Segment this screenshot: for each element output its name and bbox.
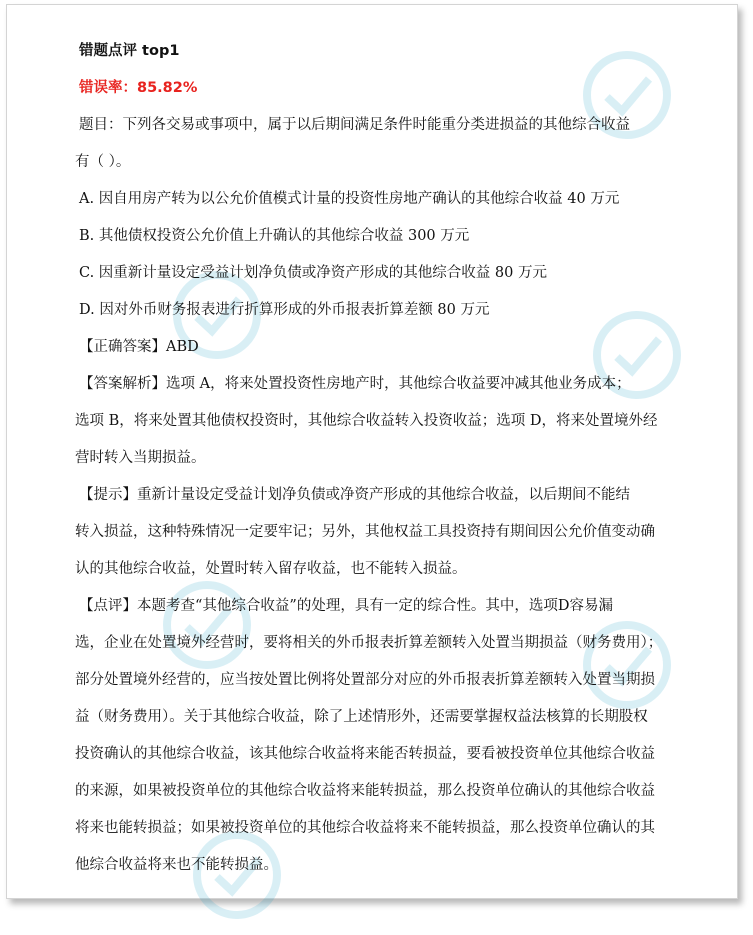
question-line-1: 题目：下列各交易或事项中，属于以后期间满足条件时能重分类进损益的其他综合收益: [79, 117, 630, 133]
comment-line-5: 投资确认的其他综合收益，该其他综合收益将来能否转损益，要看被投资单位其他综合收益: [75, 746, 655, 762]
option-c: C. 因重新计量设定受益计划净负债或净资产形成的其他综合收益 80 万元: [79, 265, 547, 281]
document-content: [75, 33, 719, 884]
comment-line-1: 【点评】本题考查“其他综合收益”的处理，具有一定的综合性。其中，选项D容易漏: [79, 598, 613, 614]
comment-line-6: 的来源，如果被投资单位的其他综合收益将来能转损益，那么投资单位确认的其他综合收益: [75, 783, 655, 799]
correct-answer: 【正确答案】ABD: [79, 339, 199, 355]
analysis-line-3: 营时转入当期损益。: [75, 450, 206, 466]
comment-line-3: 部分处置境外经营的，应当按处置比例将处置部分对应的外币报表折算差额转入处置当期损: [75, 672, 655, 688]
analysis-line-2: 选项 B，将来处置其他债权投资时，其他综合收益转入投资收益；选项 D，将来处置境外经: [75, 413, 658, 429]
option-b: B. 其他债权投资公允价值上升确认的其他综合收益 300 万元: [79, 228, 470, 244]
tip-line-2: 转入损益，这种特殊情况一定要牢记；另外，其他权益工具投资持有期间因公允价值变动确: [75, 524, 655, 540]
option-a: A. 因自用房产转为以公允价值模式计量的投资性房地产确认的其他综合收益 40 万元: [79, 191, 620, 207]
error-rate: 错误率：85.82%: [79, 80, 198, 96]
comment-line-8: 他综合收益将来也不能转损益。: [75, 857, 278, 873]
document-page: [6, 4, 738, 899]
analysis-line-1: 【答案解析】选项 A，将来处置投资性房地产时，其他综合收益要冲减其他业务成本；: [79, 376, 631, 392]
page-title: 错题点评 top1: [79, 43, 180, 59]
comment-line-2: 选，企业在处置境外经营时，要将相关的外币报表折算差额转入处置当期损益（财务费用）；: [75, 635, 663, 651]
question-line-2: 有（ ）。: [75, 154, 131, 170]
comment-line-7: 将来也能转损益；如果被投资单位的其他综合收益将来不能转损益，那么投资单位确认的其: [75, 820, 655, 836]
tip-line-1: 【提示】重新计量设定受益计划净负债或净资产形成的其他综合收益，以后期间不能结: [79, 487, 630, 503]
option-d: D. 因对外币财务报表进行折算形成的外币报表折算差额 80 万元: [79, 302, 490, 318]
tip-line-3: 认的其他综合收益，处置时转入留存收益，也不能转入损益。: [75, 561, 467, 577]
comment-line-4: 益（财务费用）。关于其他综合收益，除了上述情形外，还需要掌握权益法核算的长期股权: [75, 709, 648, 725]
